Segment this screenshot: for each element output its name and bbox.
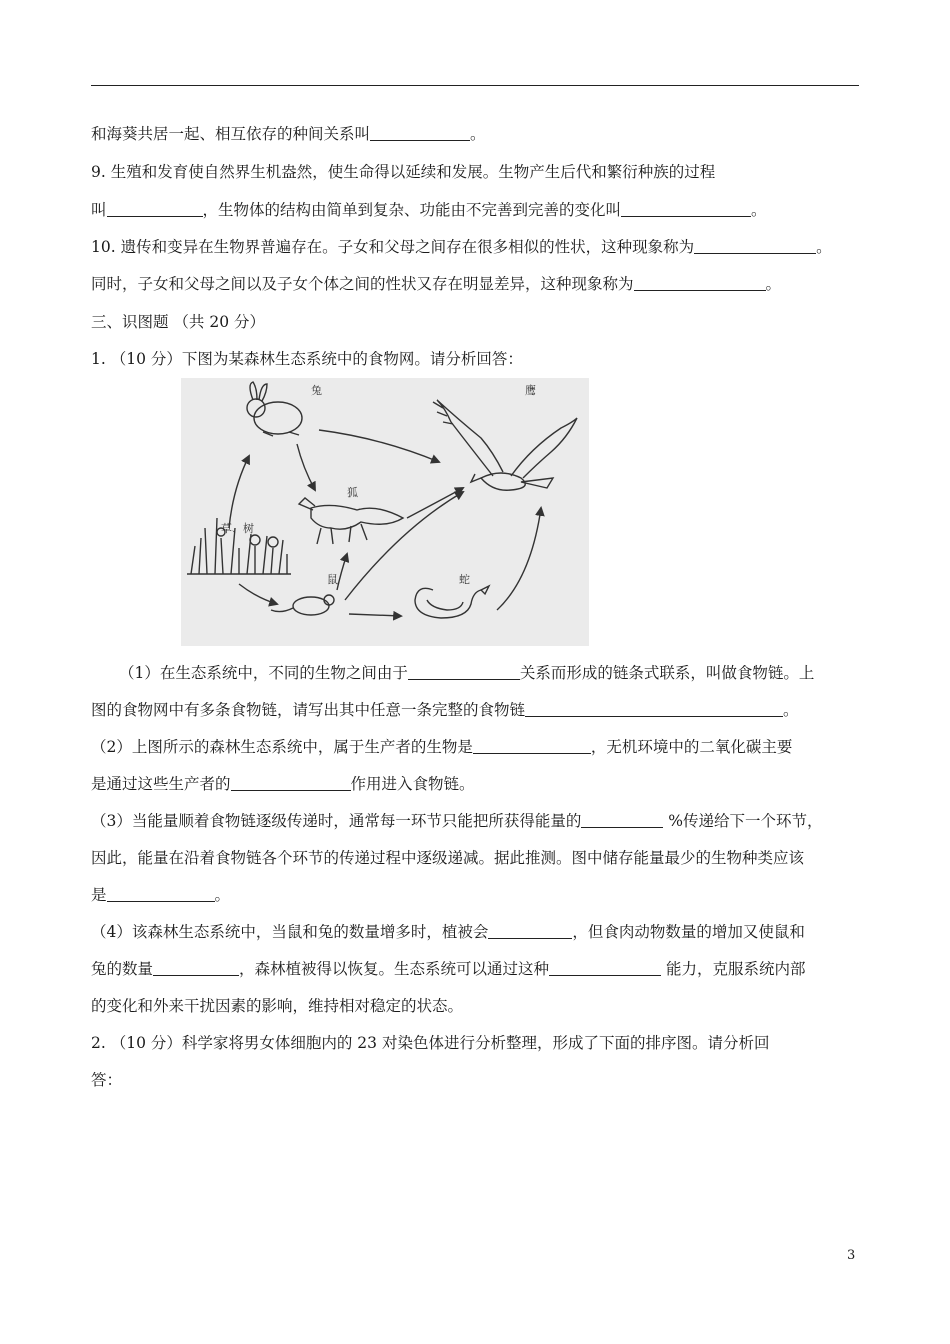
eagle-drawing xyxy=(433,400,577,490)
answer-blank[interactable] xyxy=(473,737,591,754)
rabbit-drawing xyxy=(247,382,302,436)
question-10-line-1: 10. 遗传和变异在生物界普遍存在。子女和父母之间存在很多相似的性状，这种现象称为 。 xyxy=(91,238,832,256)
answer-blank[interactable] xyxy=(525,700,783,717)
mouse-drawing xyxy=(271,595,334,615)
q1-sub2-line-1: （2）上图所示的森林生态系统中，属于生产者的生物是 ，无机环境中的二氧化碳主要 xyxy=(91,738,793,756)
food-web-arrows xyxy=(229,430,541,616)
q1-sub3-line-3: 是 。 xyxy=(91,886,231,904)
label-mouse: 鼠 xyxy=(327,573,338,586)
answer-blank[interactable] xyxy=(153,959,239,976)
q1-sub4-line-3: 的变化和外来干扰因素的影响，维持相对稳定的状态。 xyxy=(91,997,464,1015)
answer-blank[interactable] xyxy=(231,774,351,791)
answer-blank[interactable] xyxy=(621,200,751,217)
answer-blank[interactable] xyxy=(370,124,470,141)
label-grass-tree: 草、树 xyxy=(221,522,254,535)
answer-blank[interactable] xyxy=(634,274,766,291)
label-fox: 狐 xyxy=(347,486,358,499)
answer-blank[interactable] xyxy=(549,959,661,976)
q1-sub2-line-2: 是通过这些生产者的 作用进入食物链。 xyxy=(91,775,475,793)
diagram-question-2-line-2: 答： xyxy=(91,1071,123,1089)
label-eagle: 鹰 xyxy=(525,384,536,397)
q1-sub1-line-2: 图的食物网中有多条食物链，请写出其中任意一条完整的食物链 。 xyxy=(91,701,799,719)
label-rabbit: 兔 xyxy=(311,384,322,397)
q1-sub4-line-2: 兔的数量 ，森林植被得以恢复。生态系统可以通过这种 能力，克服系统内部 xyxy=(91,960,806,978)
q1-sub3-line-2: 因此，能量在沿着食物链各个环节的传递过程中逐级递减。据此推测。图中储存能量最少的生物种类应该 xyxy=(91,849,805,867)
answer-blank[interactable] xyxy=(408,663,520,680)
snake-drawing xyxy=(415,586,489,618)
q1-sub3-line-1: （3）当能量顺着食物链逐级传递时，通常每一环节只能把所获得能量的 %传递给下一个环节， xyxy=(91,812,823,830)
text-line-1: 和海葵共居一起、相互依存的种间关系叫 。 xyxy=(91,125,486,143)
answer-blank[interactable] xyxy=(107,885,215,902)
q1-sub4-line-1: （4）该森林生态系统中，当鼠和兔的数量增多时，植被会 ，但食肉动物数量的增加又使鼠和 xyxy=(91,923,805,941)
label-snake: 蛇 xyxy=(459,573,470,586)
answer-blank[interactable] xyxy=(488,922,572,939)
answer-blank[interactable] xyxy=(107,200,203,217)
question-9-line-1: 9. 生殖和发育使自然界生机盎然，使生命得以延续和发展。生物产生后代和繁衍种族的过程 xyxy=(91,163,716,181)
diagram-question-1: 1. （10 分）下图为某森林生态系统中的食物网。请分析回答： xyxy=(91,350,523,368)
diagram-question-2-line-1: 2. （10 分）科学家将男女体细胞内的 23 对染色体进行分析整理，形成了下面的排序图。请分析回 xyxy=(91,1034,770,1052)
answer-blank[interactable] xyxy=(581,811,663,828)
question-9-line-2: 叫 ，生物体的结构由简单到复杂、功能由不完善到完善的变化叫 。 xyxy=(91,201,767,219)
section-heading: 三、识图题 （共 20 分） xyxy=(91,313,266,331)
answer-blank[interactable] xyxy=(694,237,816,254)
question-10-line-2: 同时，子女和父母之间以及子女个体之间的性状又存在明显差异，这种现象称为 。 xyxy=(91,275,782,293)
page-number: 3 xyxy=(847,1248,856,1263)
fox-drawing xyxy=(299,498,403,544)
header-rule xyxy=(91,85,859,86)
food-web-figure xyxy=(181,378,589,646)
q1-sub1-line-1: （1）在生态系统中，不同的生物之间由于 关系而形成的链条式联系，叫做食物链。上 xyxy=(119,664,815,682)
